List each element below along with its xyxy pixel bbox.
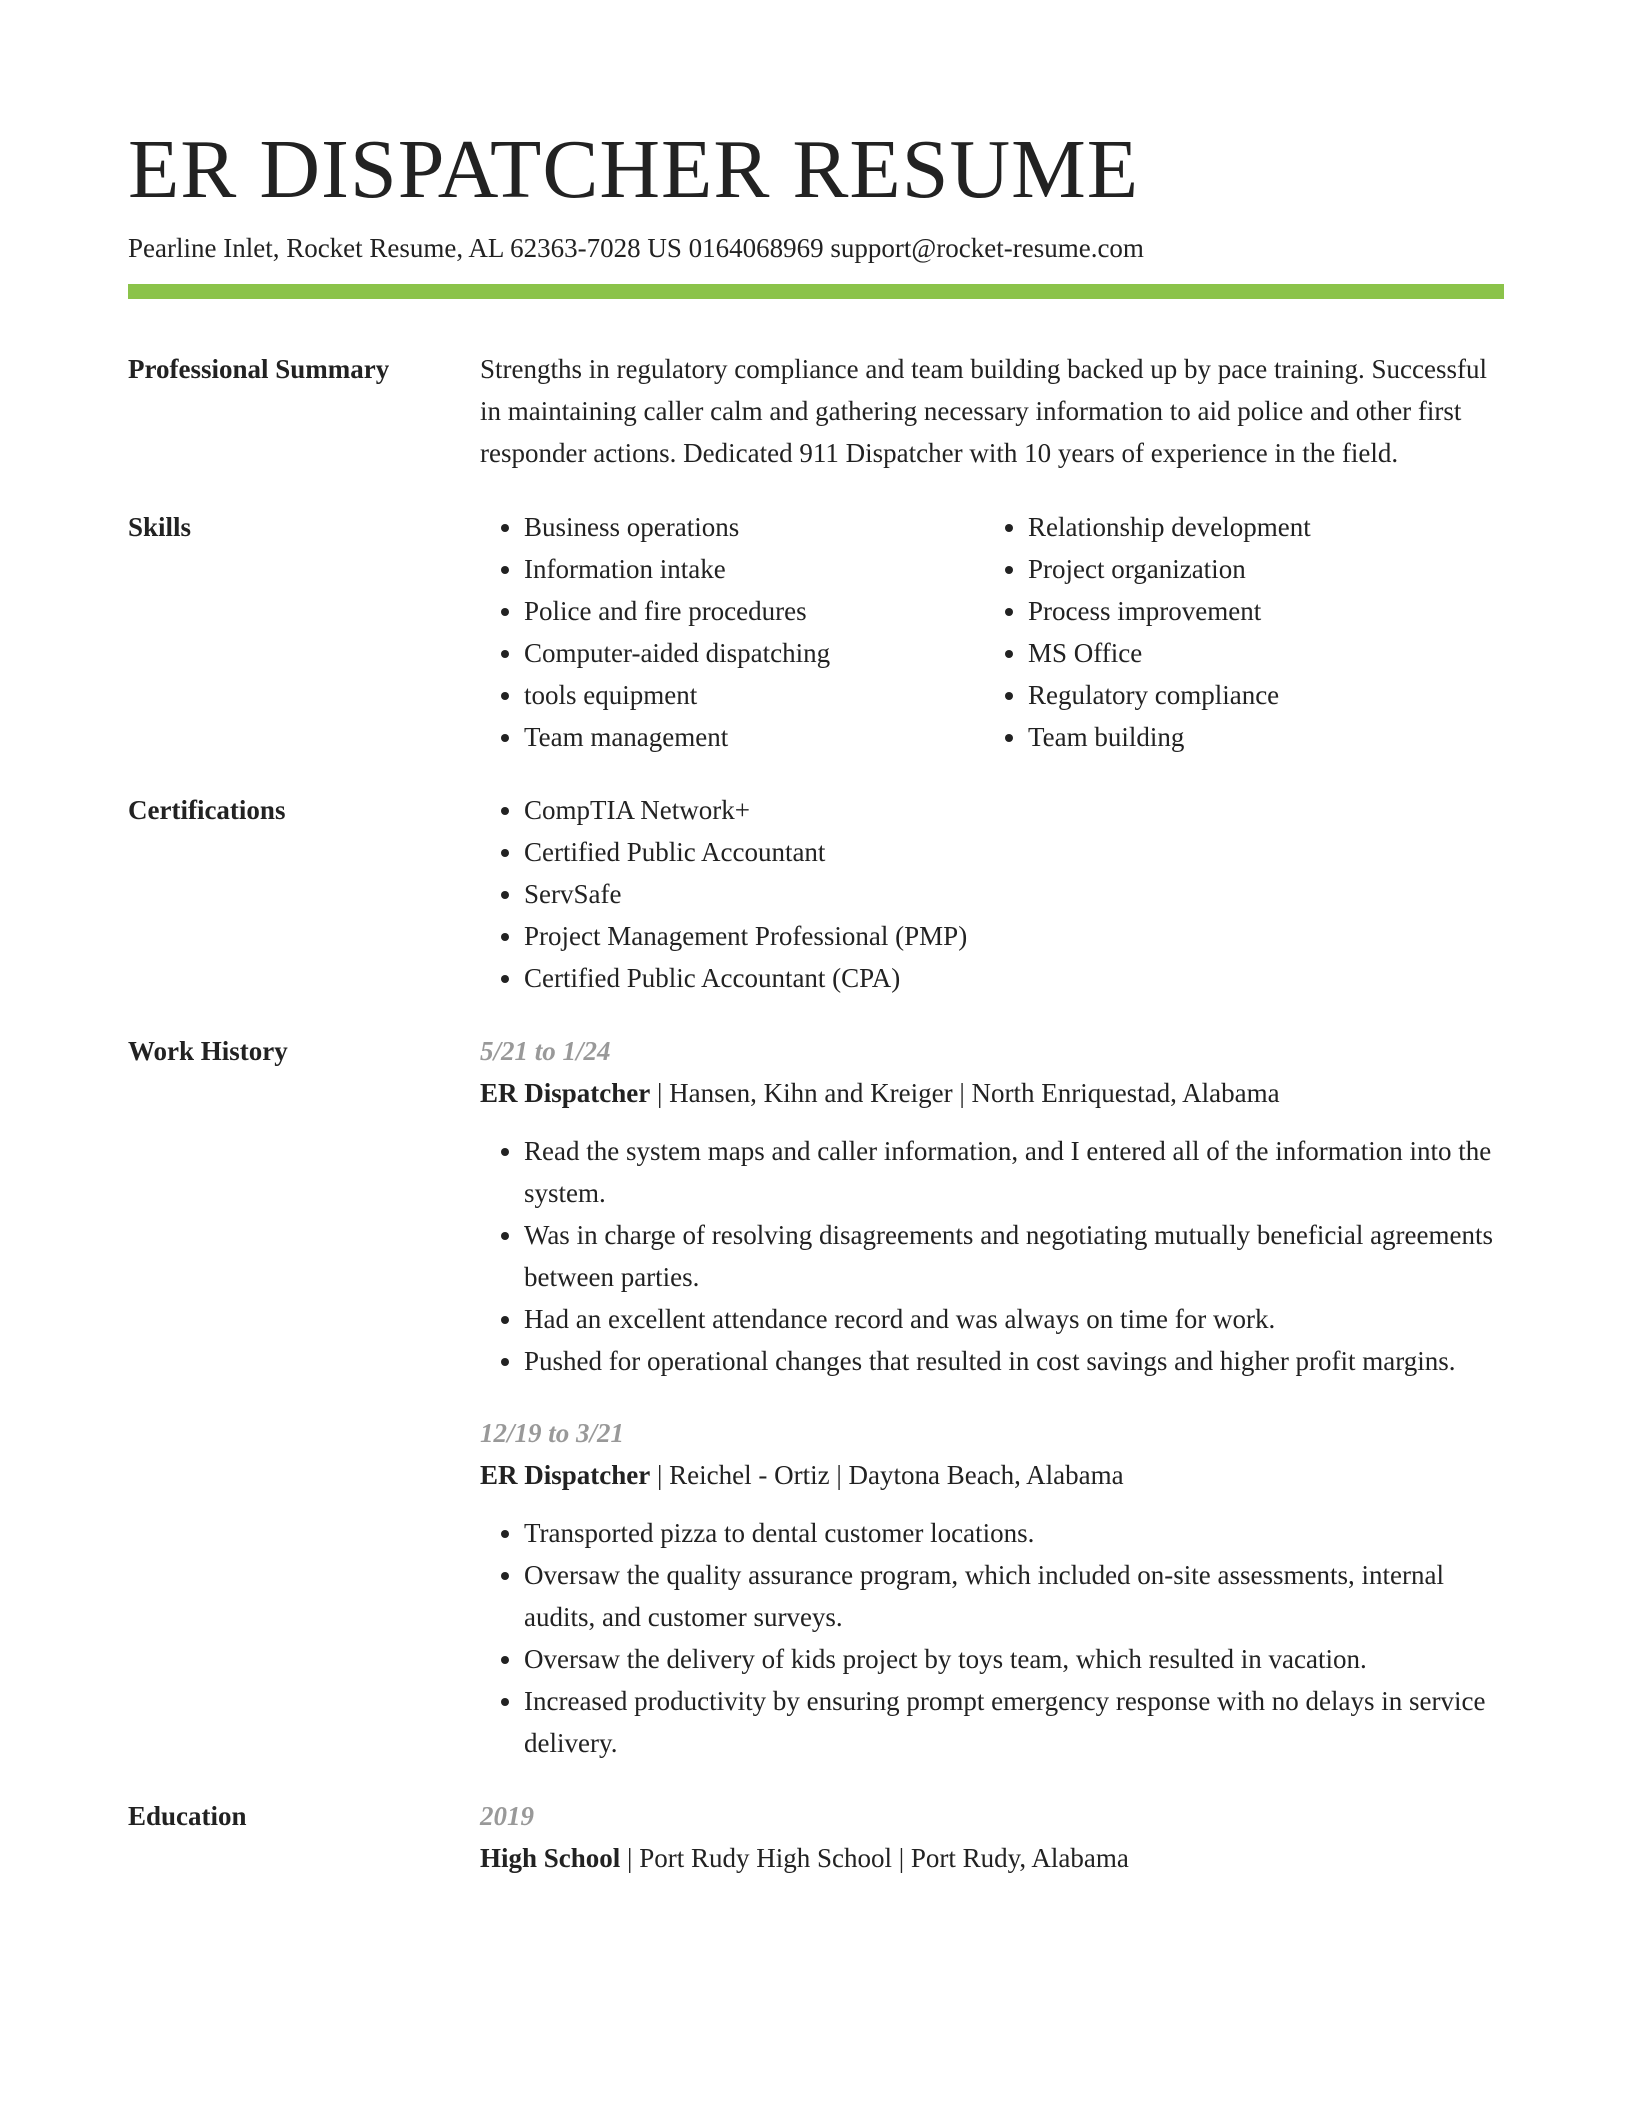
- education-heading: [480, 1837, 1504, 1879]
- job-entry: [480, 1412, 1504, 1764]
- section-label: Certifications: [128, 795, 286, 825]
- job-bullet: • Oversaw the quality assurance program, which included on-site assessments, internal audits, and customer surveys.: [524, 1554, 1504, 1638]
- summary-section: [128, 348, 1504, 474]
- skills-section: [128, 506, 1504, 758]
- job-bullet: • Read the system maps and caller information, and I entered all of the information into the system.: [524, 1130, 1504, 1214]
- skill-item: • Information intake: [524, 548, 984, 590]
- job-role: ER Dispatcher: [480, 1460, 651, 1490]
- skill-item: • Business operations: [524, 506, 984, 548]
- work-history-section: [128, 1030, 1504, 1764]
- skills-grid: [480, 506, 1504, 758]
- accent-divider: [128, 284, 1504, 299]
- job-dates: 12/19 to 3/21: [480, 1418, 625, 1448]
- job-bullet: • Was in charge of resolving disagreements and negotiating mutually beneficial agreements between parties.: [524, 1214, 1504, 1298]
- section-label: Skills: [128, 512, 192, 542]
- certifications-list: [480, 789, 1504, 999]
- certification-item: • Certified Public Accountant (CPA): [524, 957, 1504, 999]
- section-label: Work History: [128, 1036, 288, 1066]
- certification-item: • ServSafe: [524, 873, 1504, 915]
- resume-title: ER DISPATCHER RESUME: [128, 123, 1140, 216]
- skill-item: • Computer-aided dispatching: [524, 632, 984, 674]
- job-role: ER Dispatcher: [480, 1078, 651, 1108]
- job-heading: [480, 1072, 1504, 1114]
- education-year: 2019: [480, 1801, 534, 1831]
- certification-item: • CompTIA Network+: [524, 789, 1504, 831]
- job-bullet: • Had an excellent attendance record and was always on time for work.: [524, 1298, 1504, 1340]
- job-bullets: [480, 1512, 1504, 1764]
- job-bullet: • Increased productivity by ensuring prompt emergency response with no delays in service delivery.: [524, 1680, 1504, 1764]
- skills-column-1: [480, 506, 984, 758]
- resume-page: [128, 120, 1504, 1879]
- job-entry: [480, 1030, 1504, 1382]
- contact-line: Pearline Inlet, Rocket Resume, AL 62363-7028 US 0164068969 support@rocket-resume.com: [128, 233, 1144, 263]
- job-bullet: • Transported pizza to dental customer locations.: [524, 1512, 1504, 1554]
- skills-column-2: [984, 506, 1488, 758]
- skill-item: • Relationship development: [1028, 506, 1488, 548]
- education-degree: High School: [480, 1843, 621, 1873]
- skill-item: • Project organization: [1028, 548, 1488, 590]
- skill-item: • Team building: [1028, 716, 1488, 758]
- certifications-section: [128, 789, 1504, 999]
- skill-item: • tools equipment: [524, 674, 984, 716]
- skill-item: • Process improvement: [1028, 590, 1488, 632]
- skill-item: • Team management: [524, 716, 984, 758]
- job-bullet: • Pushed for operational changes that resulted in cost savings and higher profit margins.: [524, 1340, 1504, 1382]
- skill-item: • Police and fire procedures: [524, 590, 984, 632]
- work-history-body: [480, 1030, 1504, 1764]
- certifications-body: [480, 789, 1504, 999]
- skill-item: • Regulatory compliance: [1028, 674, 1488, 716]
- job-heading: [480, 1454, 1504, 1496]
- certification-item: • Certified Public Accountant: [524, 831, 1504, 873]
- education-body: [480, 1795, 1504, 1879]
- section-label: Professional Summary: [128, 354, 390, 384]
- section-label: Education: [128, 1801, 247, 1831]
- education-section: [128, 1795, 1504, 1879]
- job-bullets: [480, 1130, 1504, 1382]
- job-details: | Hansen, Kihn and Kreiger | North Enriquestad, Alabama: [650, 1078, 1280, 1108]
- job-dates: 5/21 to 1/24: [480, 1036, 611, 1066]
- summary-text: Strengths in regulatory compliance and team building backed up by pace training. Successful in maintaining caller calm and gathering necessary information to aid police and other first responder actions. Dedicated 911 Dispatcher with 10 years of experience in the field.: [480, 354, 1487, 468]
- job-bullet: • Oversaw the delivery of kids project by toys team, which resulted in vacation.: [524, 1638, 1504, 1680]
- certification-item: • Project Management Professional (PMP): [524, 915, 1504, 957]
- job-details: | Reichel - Ortiz | Daytona Beach, Alabama: [650, 1460, 1124, 1490]
- education-details: | Port Rudy High School | Port Rudy, Alabama: [620, 1843, 1129, 1873]
- skill-item: • MS Office: [1028, 632, 1488, 674]
